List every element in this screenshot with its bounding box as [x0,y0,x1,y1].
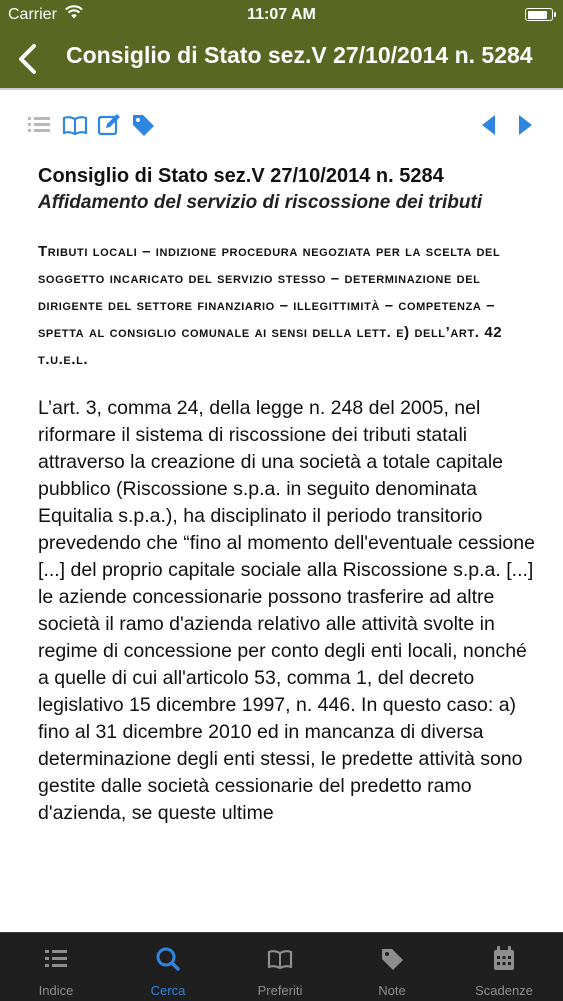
tab-label: Preferiti [257,983,303,998]
navigation-bar [0,30,563,88]
status-bar [0,0,563,30]
edit-note-icon[interactable] [96,112,122,138]
carrier-label: Carrier [8,6,57,23]
document-toolbar [0,108,563,140]
list-icon[interactable] [26,112,52,138]
tab-scadenze[interactable] [448,933,560,1001]
next-arrow-icon[interactable] [512,112,538,138]
document-summary: Tributi locali – indizione procedura negoziata per la scelta del soggetto incaricato del servizio stesso – determinazione del dirigente del settore finanziario – illegittimità – competenza – spetta al consiglio comunale ai sensi della lett. e) dell’art. 42 t.u.e.l. [38,243,503,368]
document-title: Consiglio di Stato sez.V 27/10/2014 n. 5284 [38,165,444,187]
tab-label: Note [378,983,406,998]
document-body: L’art. 3, comma 24, della legge n. 248 del 2005, nel riformare il sistema di riscossione dei tributi statali attraverso la creazione di una società a totale capitale pubblico (Riscossione s.p.a. in seguito denominata Equitalia s.p.a.), ha disciplinato il periodo transitorio prevedendo che “fino al momento dell'eventuale cessione [...] del proprio capitale sociale alla Riscossione s.p.a. [...] le aziende concessionarie possono trasferire ad altre società il ramo d'azienda relativo alle attività svolte in regime di concessione per conto degli enti locali, nonché a quelle di cui all'articolo 53, comma 1, del decreto legislativo 15 dicembre 1997, n. 446. In questo caso: a) fino al 31 dicembre 2010 ed in mancanza di diversa determinazione degli enti stessi, le predette attività sono gestite dalle società cessionarie del predetto ramo d'azienda, se queste ultime [38,397,535,824]
index-list-icon [41,945,71,973]
search-icon [153,945,183,973]
nav-title: Consiglio di Stato sez.V 27/10/2014 n. 5284 [66,42,533,68]
status-time: 11:07 AM [247,6,316,23]
document-subtitle: Affidamento del servizio di riscossione dei tributi [38,192,483,213]
tab-label: Indice [38,983,74,998]
tab-bar [0,932,563,1001]
tab-label: Cerca [150,983,186,998]
battery-icon [525,8,553,21]
top-bar [0,0,563,88]
calendar-icon [489,945,519,973]
tag-icon[interactable] [130,112,156,138]
tab-cerca[interactable] [112,933,224,1001]
header-divider [0,88,563,90]
tab-indice[interactable] [0,933,112,1001]
document-content[interactable] [38,162,538,904]
tab-label: Scadenze [475,983,533,998]
tab-note[interactable] [336,933,448,1001]
tag-icon [377,945,407,973]
previous-arrow-icon[interactable] [476,112,502,138]
back-chevron-icon[interactable] [14,42,42,76]
tab-preferiti[interactable] [224,933,336,1001]
book-icon [265,945,295,973]
open-book-icon[interactable] [62,112,88,138]
